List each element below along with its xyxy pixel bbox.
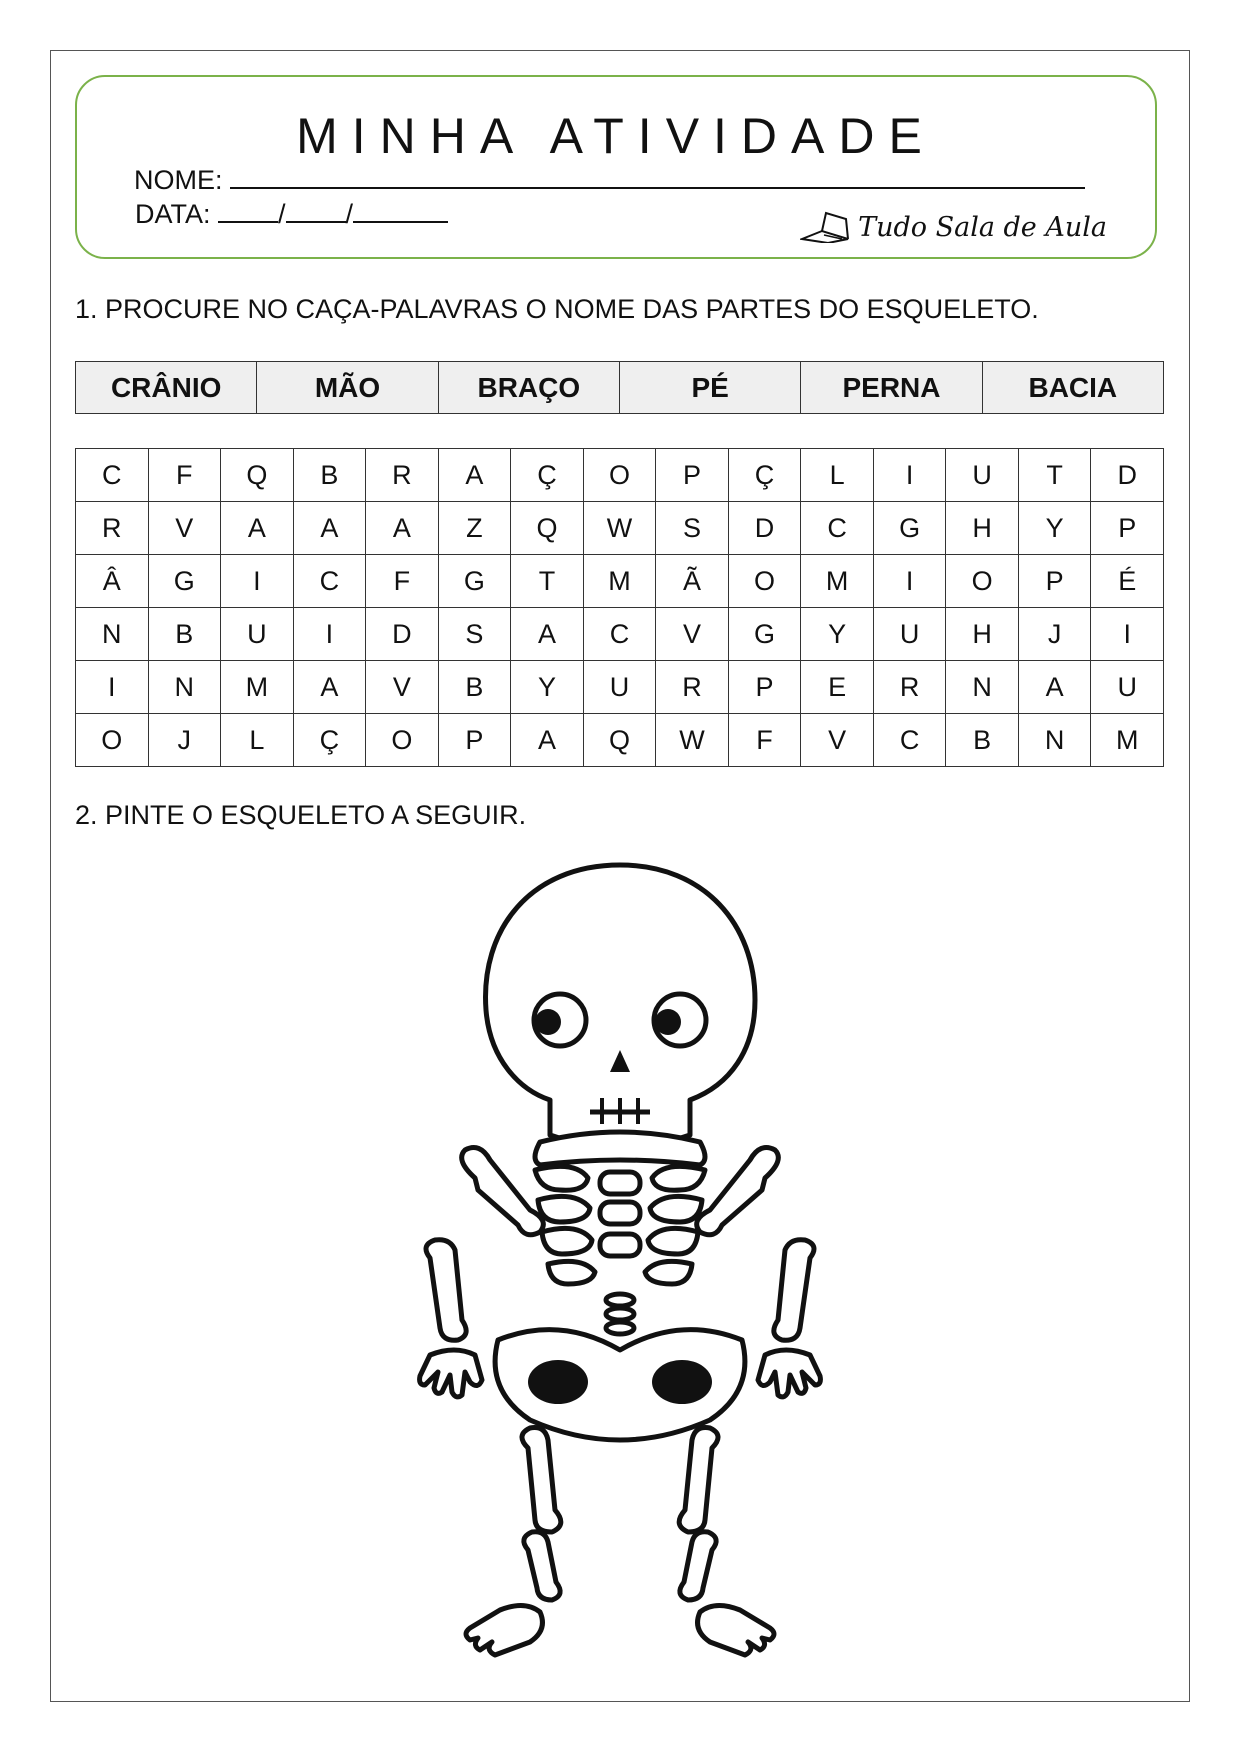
grid-cell[interactable]: Q [221,449,294,502]
logo-text: Tudo Sala de Aula [858,212,1107,243]
grid-cell[interactable]: I [873,449,946,502]
grid-cell[interactable]: B [946,714,1019,767]
grid-cell[interactable]: G [873,502,946,555]
grid-cell[interactable]: H [946,608,1019,661]
pupil [535,1009,561,1035]
grid-cell[interactable]: Y [1018,502,1091,555]
grid-cell[interactable]: P [656,449,729,502]
grid-cell[interactable]: Ç [511,449,584,502]
grid-cell[interactable]: P [438,714,511,767]
grid-cell[interactable]: Ç [728,449,801,502]
grid-cell[interactable]: N [148,661,221,714]
grid-cell[interactable]: R [656,661,729,714]
grid-cell[interactable]: Ã [656,555,729,608]
grid-row [76,661,1164,714]
grid-cell[interactable]: C [583,608,656,661]
grid-cell[interactable]: I [873,555,946,608]
word-list [75,361,1164,414]
clavicle-bone [535,1132,705,1165]
grid-cell[interactable]: V [148,502,221,555]
forearm-bone [774,1240,814,1341]
grid-cell[interactable]: N [1018,714,1091,767]
grid-cell[interactable]: P [1091,502,1164,555]
grid-cell[interactable]: P [1018,555,1091,608]
vertebra [606,1308,634,1320]
grid-cell[interactable]: O [728,555,801,608]
header-box [75,75,1157,259]
grid-cell[interactable]: F [728,714,801,767]
grid-cell[interactable]: R [76,502,149,555]
vertebra [606,1322,634,1334]
grid-cell[interactable]: T [1018,449,1091,502]
rib-bone [650,1196,702,1222]
date-label: DATA: [135,199,211,229]
grid-cell[interactable]: F [148,449,221,502]
word-item: BRAÇO [438,362,619,414]
word-item: PERNA [801,362,982,414]
grid-cell[interactable]: D [366,608,439,661]
grid-cell[interactable]: G [728,608,801,661]
grid-cell[interactable]: Â [76,555,149,608]
grid-row [76,502,1164,555]
name-line[interactable] [230,165,1085,189]
grid-cell[interactable]: O [583,449,656,502]
grid-cell[interactable]: L [221,714,294,767]
grid-cell[interactable]: U [873,608,946,661]
foot-bone [698,1605,774,1655]
grid-cell[interactable]: M [1091,714,1164,767]
grid-cell[interactable]: V [366,661,439,714]
grid-row [76,714,1164,767]
grid-cell[interactable]: A [366,502,439,555]
grid-cell[interactable]: É [1091,555,1164,608]
word-item: PÉ [619,362,800,414]
grid-cell[interactable]: I [293,608,366,661]
rib-bone [538,1196,590,1222]
grid-cell[interactable]: Q [583,714,656,767]
grid-cell[interactable]: D [728,502,801,555]
thigh-bone [522,1428,561,1533]
vertebra [606,1294,634,1306]
grid-cell[interactable]: A [438,449,511,502]
grid-cell[interactable]: Q [511,502,584,555]
grid-cell[interactable]: O [366,714,439,767]
grid-cell[interactable]: V [656,608,729,661]
date-separator: / [278,199,286,229]
grid-cell[interactable]: V [801,714,874,767]
grid-cell[interactable]: W [656,714,729,767]
date-day-line[interactable] [218,199,278,223]
grid-cell[interactable]: I [1091,608,1164,661]
grid-cell[interactable]: B [293,449,366,502]
grid-cell[interactable]: U [583,661,656,714]
grid-cell[interactable]: F [366,555,439,608]
grid-cell[interactable]: G [148,555,221,608]
grid-cell[interactable]: I [221,555,294,608]
grid-row [76,608,1164,661]
grid-cell[interactable]: J [148,714,221,767]
shin-bone [524,1532,560,1600]
grid-cell[interactable]: U [946,449,1019,502]
grid-cell[interactable]: O [946,555,1019,608]
pelvis-hole [528,1360,588,1404]
grid-cell[interactable]: W [583,502,656,555]
rib-bone [652,1166,705,1190]
name-label: NOME: [134,165,223,195]
grid-cell[interactable]: Y [801,608,874,661]
grid-cell[interactable]: C [76,449,149,502]
spine-bone [600,1234,640,1256]
grid-cell[interactable]: J [1018,608,1091,661]
grid-cell[interactable]: A [293,502,366,555]
book-icon [800,209,850,243]
date-separator: / [345,199,354,229]
grid-cell[interactable]: Ç [293,714,366,767]
word-item: MÃO [257,362,438,414]
foot-bone [466,1605,542,1655]
page-title: MINHA ATIVIDADE [296,108,936,164]
grid-cell[interactable]: M [221,661,294,714]
grid-cell[interactable]: B [148,608,221,661]
question-1-text: 1. PROCURE NO CAÇA-PALAVRAS O NOME DAS PARTES DO ESQUELETO. [75,294,1039,324]
thigh-bone [679,1428,718,1533]
grid-cell[interactable]: C [293,555,366,608]
name-field [134,165,1085,196]
grid-cell[interactable]: R [873,661,946,714]
grid-row [76,449,1164,502]
hand-bone [758,1350,820,1397]
grid-cell[interactable]: U [1091,661,1164,714]
grid-cell[interactable]: G [438,555,511,608]
grid-cell[interactable]: A [293,661,366,714]
pelvis-hole [652,1360,712,1404]
shin-bone [680,1532,716,1600]
grid-cell[interactable]: R [366,449,439,502]
grid-cell[interactable]: M [801,555,874,608]
spine-bone [600,1202,640,1224]
grid-cell[interactable]: M [583,555,656,608]
grid-cell[interactable]: I [76,661,149,714]
question-2-text: 2. PINTE O ESQUELETO A SEGUIR. [75,800,527,830]
rib-bone [542,1228,592,1254]
grid-cell[interactable]: S [656,502,729,555]
date-month-line[interactable] [286,199,346,223]
grid-cell[interactable]: D [1091,449,1164,502]
grid-cell[interactable]: S [438,608,511,661]
grid-cell[interactable]: C [873,714,946,767]
rib-bone [535,1166,588,1190]
grid-cell[interactable]: P [728,661,801,714]
grid-cell[interactable]: B [438,661,511,714]
skeleton-illustration [410,860,830,1660]
grid-cell[interactable]: N [76,608,149,661]
rib-bone [548,1261,595,1284]
grid-cell[interactable]: A [221,502,294,555]
grid-cell[interactable]: Z [438,502,511,555]
word-item: BACIA [982,362,1163,414]
grid-cell[interactable]: L [801,449,874,502]
date-year-line[interactable] [353,199,448,223]
grid-cell[interactable]: N [946,661,1019,714]
grid-cell[interactable]: Y [511,661,584,714]
grid-cell[interactable]: A [1018,661,1091,714]
grid-cell[interactable]: E [801,661,874,714]
grid-row [76,555,1164,608]
upper-arm-bone [697,1148,779,1235]
grid-cell[interactable]: O [76,714,149,767]
word-search-grid [75,448,1164,767]
grid-cell[interactable]: A [511,714,584,767]
rib-bone [645,1261,692,1284]
grid-cell[interactable]: H [946,502,1019,555]
upper-arm-bone [462,1148,544,1235]
grid-cell[interactable]: C [801,502,874,555]
grid-cell[interactable]: U [221,608,294,661]
forearm-bone [426,1240,466,1341]
grid-cell[interactable]: A [511,608,584,661]
logo [800,209,1107,243]
rib-bone [648,1228,698,1254]
word-item: CRÂNIO [76,362,257,414]
date-field [135,199,448,230]
pupil [655,1009,681,1035]
hand-bone [420,1350,482,1397]
grid-cell[interactable]: T [511,555,584,608]
spine-bone [600,1172,640,1194]
